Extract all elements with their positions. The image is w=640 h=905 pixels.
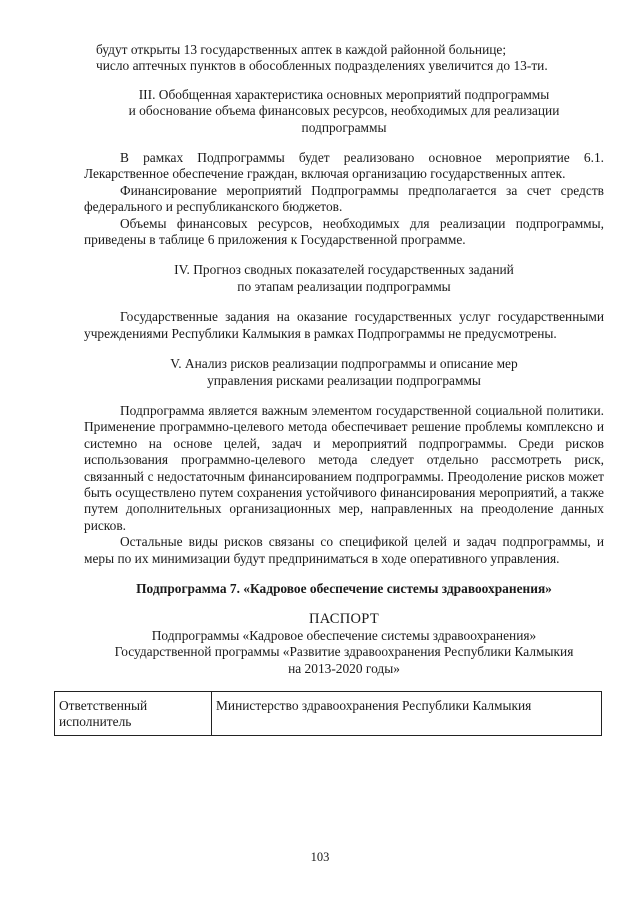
section-heading-4: IV. Прогноз сводных показателей государственных заданий по этапам реализации подпрограммы bbox=[174, 262, 514, 294]
table-row bbox=[55, 692, 602, 736]
paragraph: Остальные виды рисков связаны со спецификой целей и задач подпрограммы, и меры по их минимизации будут предприниматься в ходе оперативного управления. bbox=[84, 534, 604, 566]
list-item: будут открыты 13 государственных аптек в каждой районной больнице; bbox=[96, 42, 507, 57]
page-number: 103 bbox=[310, 850, 330, 864]
subprogram-title: Подпрограмма 7. «Кадровое обеспечение системы здравоохранения» bbox=[136, 580, 552, 596]
section-heading-3: III. Обобщенная характеристика основных мероприятий подпрограммы и обоснование объема финансовых ресурсов, необходимых для реализации подпрограммы bbox=[128, 86, 560, 135]
passport-subtitle: Подпрограммы «Кадровое обеспечение системы здравоохранения» Государственной программы «Развитие здравоохранения Республики Калмыкия на 2013-2020 годы» bbox=[114, 627, 574, 676]
paragraph: В рамках Подпрограммы будет реализовано основное мероприятие 6.1. Лекарственное обеспечение граждан, включая организацию государственных аптек. bbox=[84, 150, 604, 182]
page-content bbox=[59, 42, 604, 736]
section-heading-5: V. Анализ рисков реализации подпрограммы и описание мер управления рисками реализации подпрограммы bbox=[170, 356, 518, 388]
list-item: число аптечных пунктов в обособленных подразделениях увеличится до 13-ти. bbox=[96, 58, 548, 74]
paragraph: Объемы финансовых ресурсов, необходимых для реализации подпрограммы, приведены в таблице 6 приложения к Государственной программе. bbox=[84, 215, 604, 248]
table-cell-value: Министерство здравоохранения Республики Калмыкия bbox=[212, 692, 602, 736]
paragraph: Финансирование мероприятий Подпрограммы предполагается за счет средств федерального и республиканского бюджетов. bbox=[84, 182, 604, 215]
paragraph: Подпрограмма является важным элементом государственной социальной политики. Применение программно-целевого метода обеспечивает решение проблемы комплексно и системно на основе целей, задач и мероприятий подпрограммы. Среди рисков использования программно-целевого метода следует отдельно рассмотреть риск, связанный с недостаточным финансированием подпрограммы. Преодоление рисков может быть осуществлено путем сохранения устойчивого финансирования мероприятий, а также путем дополнительных организационных мер, направленных на преодоление данных рисков. bbox=[84, 402, 604, 533]
passport-table bbox=[54, 691, 602, 736]
paragraph: Государственные задания на оказание государственных услуг государственными учреждениями Республики Калмыкия в рамках Подпрограммы не предусмотрены. bbox=[84, 309, 604, 341]
table-cell-label: Ответственный исполнитель bbox=[55, 692, 212, 736]
passport-title: ПАСПОРТ bbox=[308, 611, 380, 628]
